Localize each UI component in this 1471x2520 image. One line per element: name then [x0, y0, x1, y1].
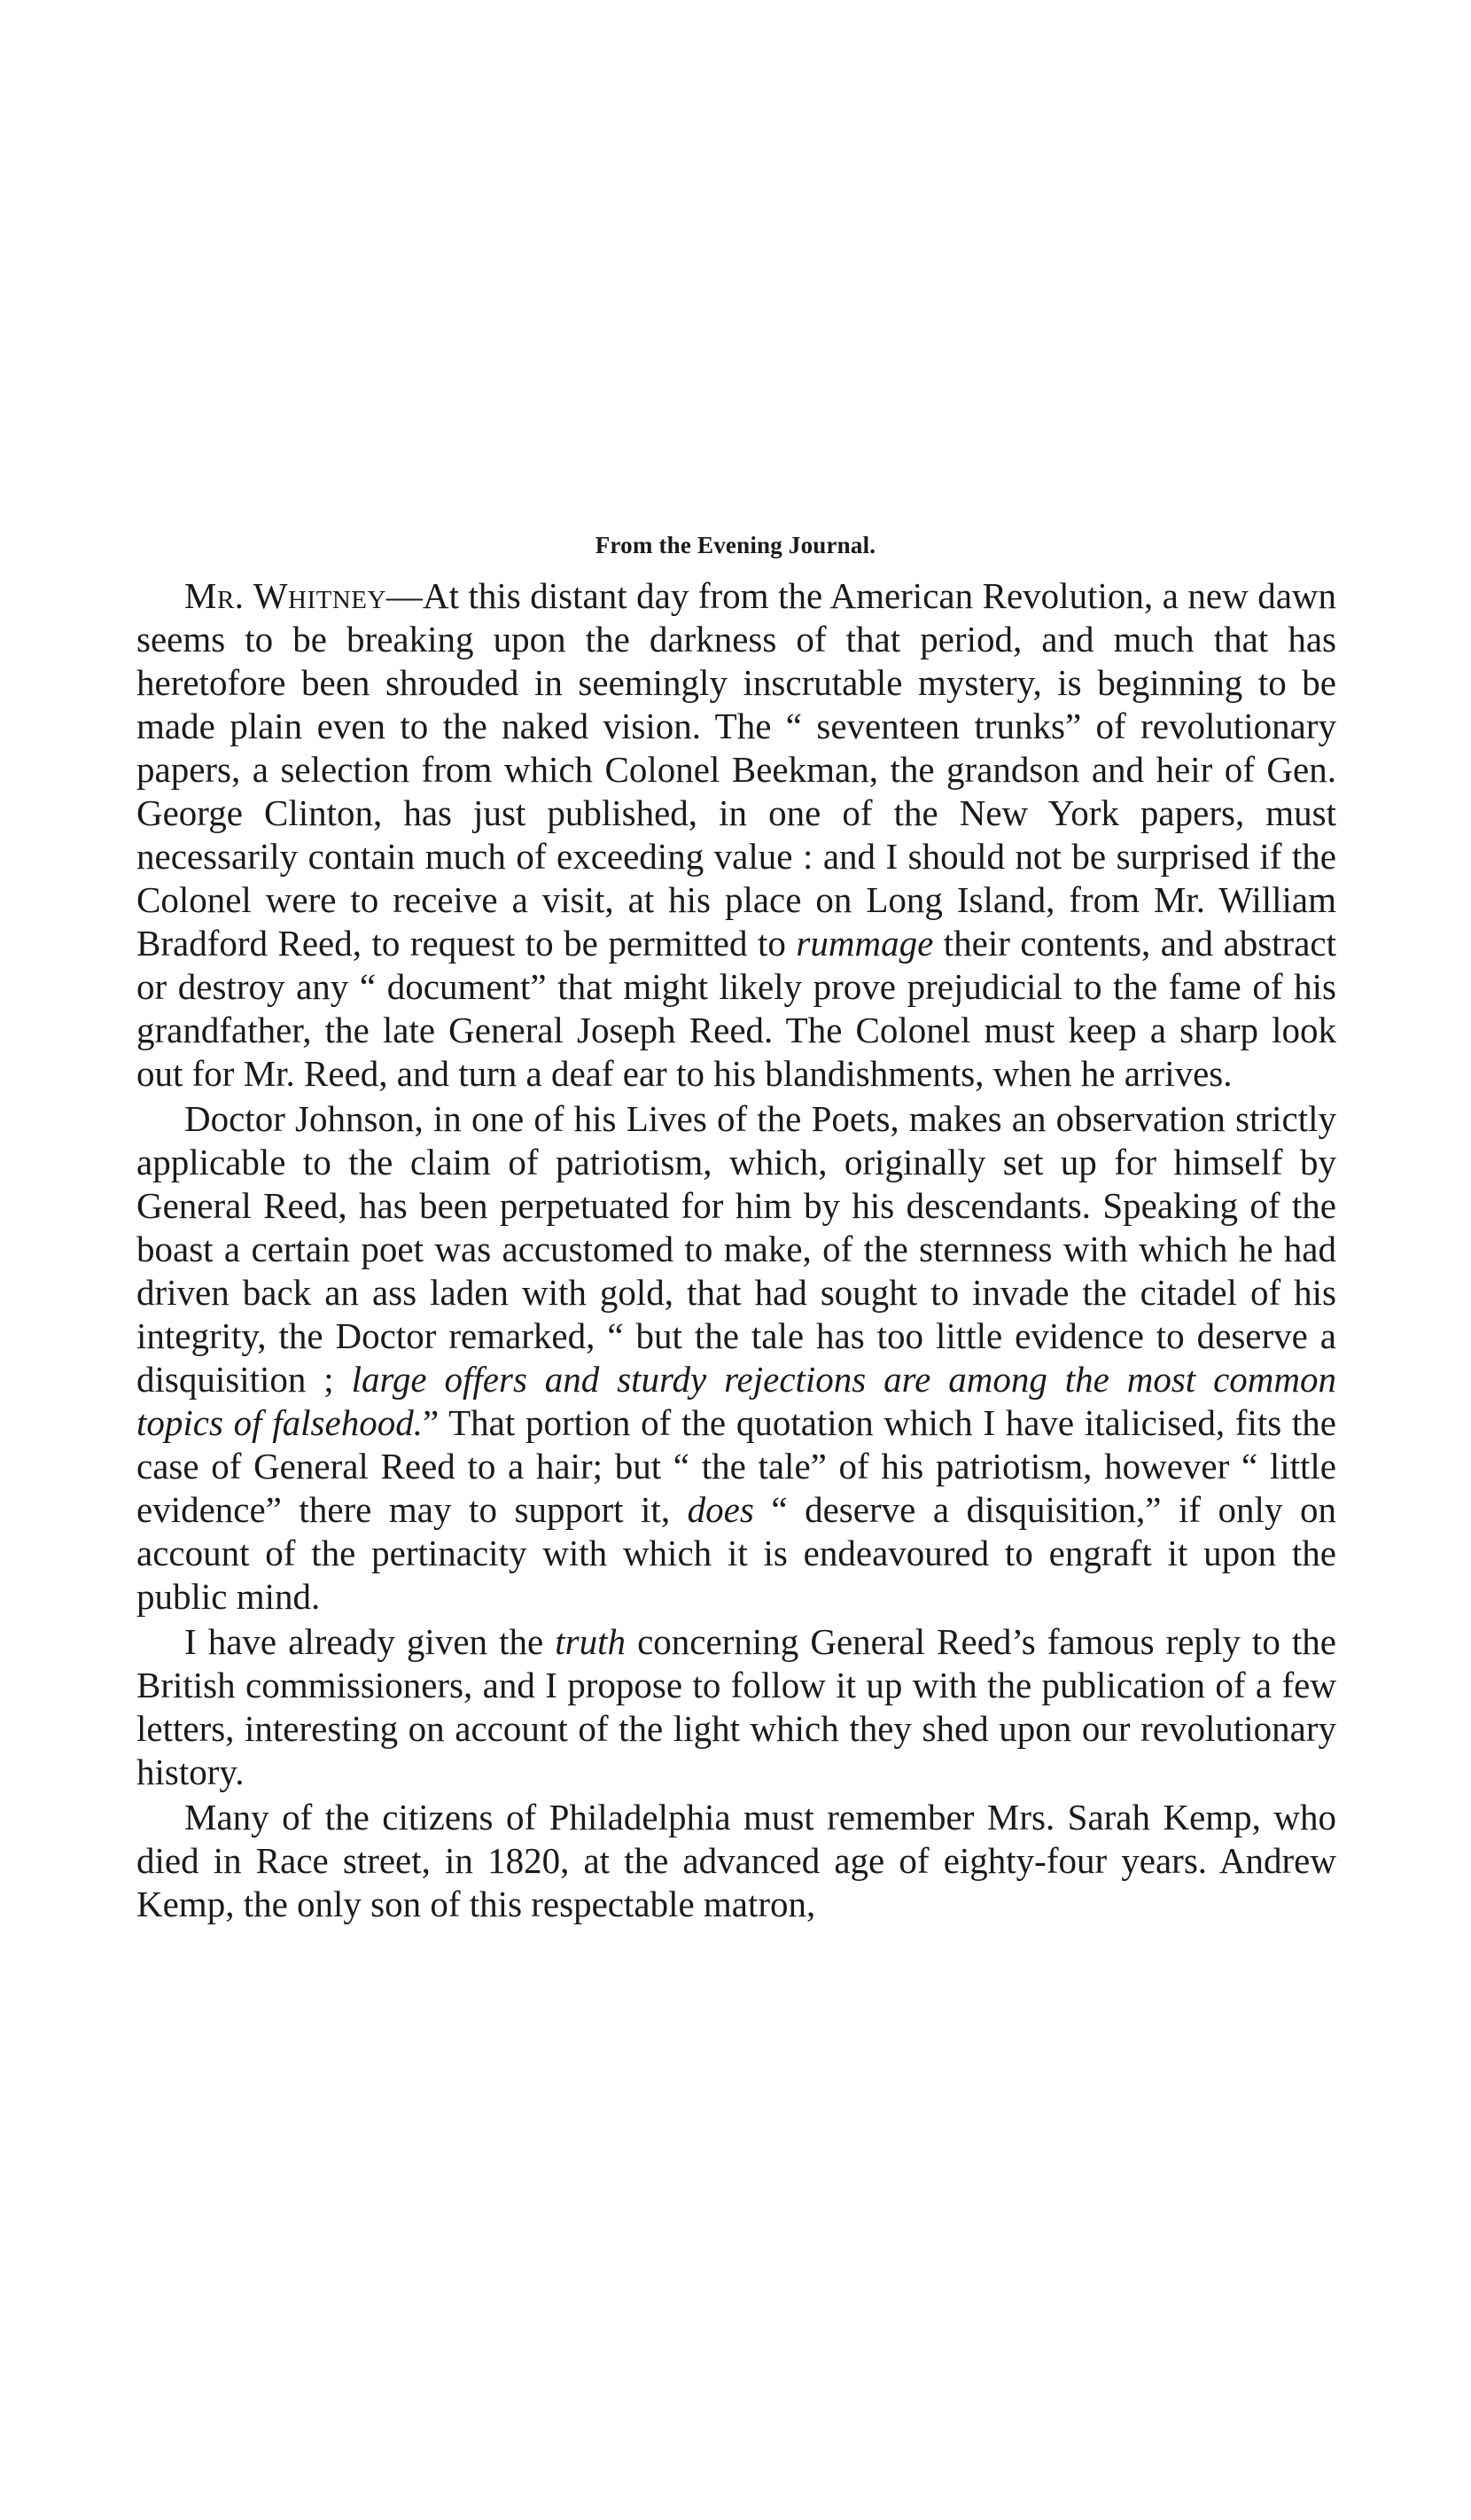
- text-segment: “ deserve a disquisition,” if only on account of the pertinacity with which it is endeavoured to engraft it upon the public mind.: [136, 1489, 1336, 1617]
- paragraph-3: [136, 1620, 1336, 1794]
- italic-segment: truth: [555, 1621, 627, 1662]
- text-segment: Doctor Johnson, in one of his Lives of the Poets, makes an observation strictly applicable to the claim of patriotism, which, originally set up for himself by General Reed, has been perpetuated for him by his descendants. Speaking of the boast a certain poet was accustomed to make, of the sternness with which he had driven back an ass laden with gold, that had sought to invade the citadel of his integrity, the Doctor remarked, “ but the tale has too little evidence to deserve a disquisition ;: [136, 1098, 1336, 1400]
- text-segment: —At this distant day from the American Revolution, a new dawn seems to be breaking upon the darkness of that period, and much that has heretofore been shrouded in seemingly inscrutable mystery, is beginning to be made plain even to the naked vision. The “ seventeen trunks” of revolutionary papers, a selection from which Colonel Beekman, the grandson and heir of Gen. George Clinton, has just published, in one of the New York papers, must necessarily contain much of exceeding value : and I should not be surprised if the Colonel were to receive a visit, at his place on Long Island, from Mr. William Bradford Reed, to request to be permitted to: [136, 575, 1337, 964]
- text-segment: ” That portion of the quotation which I have italicised, fits the case of General Reed to a hair; but “ the tale” of his patriotism, however “ little evidence” there may to support it,: [136, 1402, 1336, 1530]
- italic-segment: rummage: [796, 923, 934, 964]
- text-segment: their contents, and abstract or destroy any “ document” that might likely prove prejudicial to the fame of his grandfather, the late General Joseph Reed. The Colonel must keep a sharp look out for Mr. Reed, and turn a deaf ear to his blandishments, when he arrives.: [136, 923, 1336, 1094]
- text-segment: I have already given the: [184, 1621, 556, 1662]
- page-header: From the Evening Journal.: [595, 532, 876, 558]
- salutation: Mr. Whitney: [184, 575, 386, 616]
- italic-segment: large offers and sturdy rejections are among the most common topics of falsehood.: [136, 1359, 1336, 1443]
- italic-segment: does: [687, 1489, 754, 1530]
- text-segment: Many of the citizens of Philadelphia must remember Mrs. Sarah Kemp, who died in Race street, in 1820, at the advanced age of eighty-four years. Andrew Kemp, the only son of this respectable matron,: [136, 1797, 1336, 1924]
- paragraph-1: [136, 574, 1336, 1096]
- paragraph-2: [136, 1097, 1336, 1619]
- article-body: [136, 574, 1336, 1926]
- text-segment: concerning General Reed’s famous reply to the British commissioners, and I propose to follow it up with the publication of a few letters, interesting on account of the light which they shed upon our revolutionary history.: [136, 1621, 1336, 1792]
- paragraph-4: [136, 1796, 1336, 1926]
